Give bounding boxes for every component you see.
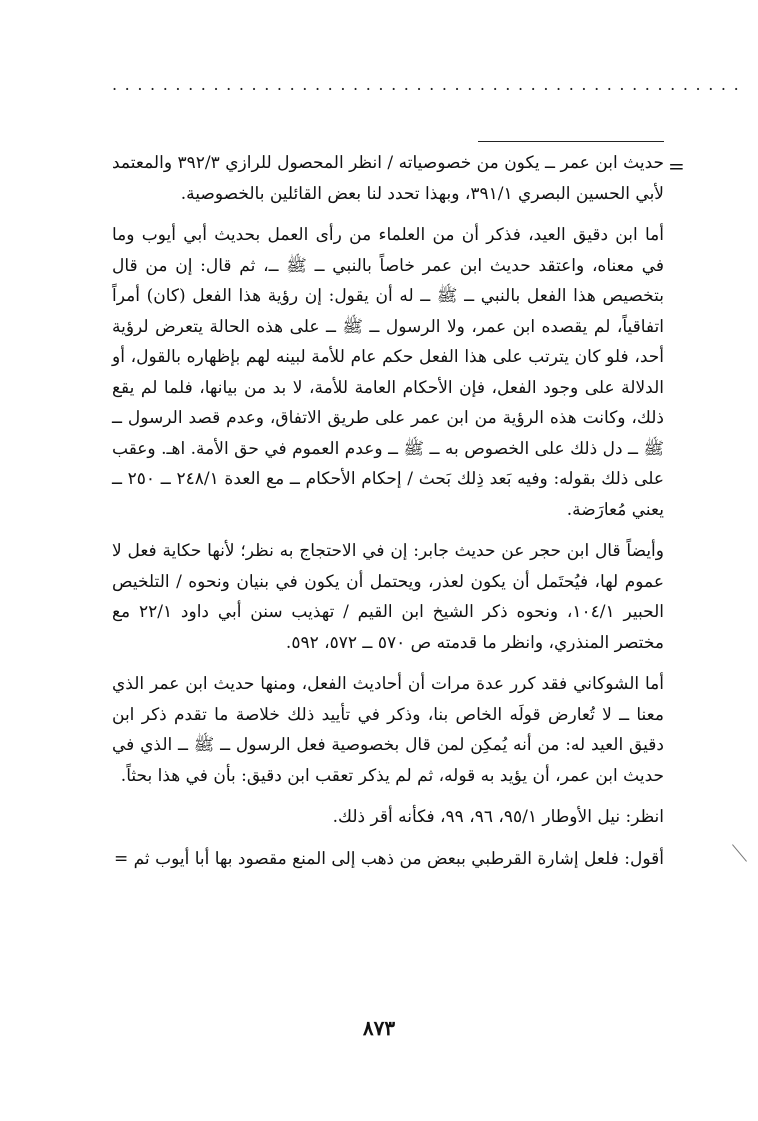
continuation-mark: = <box>668 154 685 178</box>
paragraph: انظر: نيل الأوطار ٩٥/١، ٩٦، ٩٩، فكأنه أقر ذلك. <box>332 807 664 827</box>
paragraph: حديث ابن عمر ــ يكون من خصوصياته / انظر المحصول للرازي ٣٩٢/٣ والمعتمد لأبي الحسين البصري ٣٩١/١، وبهذا تحدد لنا بعض القائلين بالخصوصية. <box>112 153 665 204</box>
footnote-rule <box>478 141 664 142</box>
paragraph: أما ابن دقيق العيد، فذكر أن من العلماء من رأى العمل بحديث أبي أيوب وما في معناه، واعتقد حديث ابن عمر خاصاً بالنبي ــ ﷺ ــ، ثم قال: إن من قال بتخصيص هذا الفعل بالنبي ــ ﷺ ــ له أن يقول: إن رؤية هذا الفعل (كان) أمراً اتفاقياً، لم يقصده ابن عمر، ولا الرسول ــ ﷺ ــ على هذه الحالة يتعرض لرؤية أحد، فلو كان يترتب على هذا الفعل حكم عام للأمة لبينه لهم بإظهاره بالقول، أو الدلالة على وجود الفعل، فإن الأحكام العامة للأمة، لا بد من بيانها، فلما لم يقع ذلك، وكانت هذه الرؤية من ابن عمر على طريق الاتفاق، وعدم قصد الرسول ــ ﷺ ــ دل ذلك على الخصوص به ــ ﷺ ــ وعدم العموم في حق الأمة. اهـ. وعقب على ذلك بقوله: وفيه بَعد ذِلك بَحث / إحكام الأحكام ــ مع العدة ٢٤٨/١ ــ ٢٥٠ ــ يعني مُعارَضة. <box>112 225 665 520</box>
dotted-separator: .................................................. <box>112 75 747 94</box>
footnote-body <box>112 148 664 885</box>
page-number: ٨٧٣ <box>362 1016 396 1040</box>
paragraph: وأيضاً قال ابن حجر عن حديث جابر: إن في الاحتجاج به نظر؛ لأنها حكاية فعل لا عموم لها، فيُحتَمل أن يكون لعذر، ويحتمل أن يكون في بنيان ونحوه / التلخيص الحبير ١٠٤/١، ونحوه ذكر الشيخ ابن القيم / تهذيب سنن أبي داود ٢٢/١ مع مختصر المنذري، وانظر ما قدمته ص ٥٧٠ ــ ٥٧٢، ٥٩٢. <box>112 541 665 653</box>
paragraph: أما الشوكاني فقد كرر عدة مرات أن أحاديث الفعل، ومنها حديث ابن عمر الذي معنا ــ لا تُعارض قولَه الخاص بنا، وذكر في تأييد ذلك خلاصة ما تقدم ذكر ابن دقيق العيد له: من أنه يُمكِن لمن قال بخصوصية فعل الرسول ــ ﷺ ــ الذي في حديث ابن عمر، أن يؤيد به قوله، ثم لم يذكر تعقب ابن دقيق: بأن في هذا بحثاً. <box>112 674 664 786</box>
scan-mark <box>732 844 747 861</box>
paragraph-continued: أقول: فلعل إشارة القرطبي ببعض من ذهب إلى المنع مقصود بها أبا أيوب ثم = <box>113 848 664 869</box>
